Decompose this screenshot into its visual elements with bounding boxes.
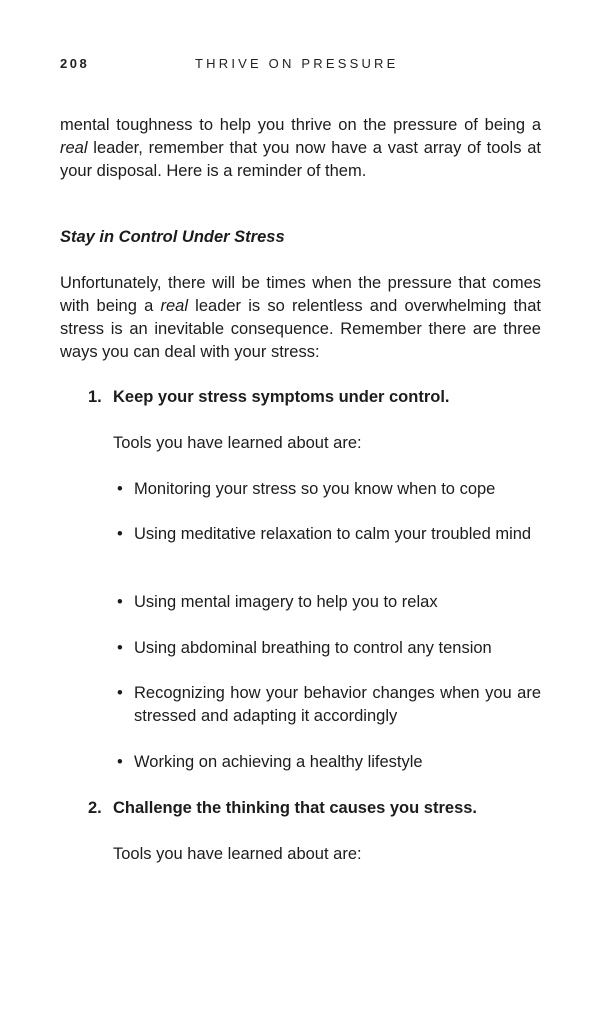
bullet-icon: • bbox=[117, 525, 123, 543]
bullet-icon: • bbox=[117, 684, 123, 702]
page-number: 208 bbox=[60, 56, 90, 71]
item-number: 1. bbox=[88, 388, 102, 406]
section-heading: Stay in Control Under Stress bbox=[60, 228, 285, 246]
running-title: THRIVE ON PRESSURE bbox=[195, 56, 399, 71]
item-title: Keep your stress symptoms under control. bbox=[113, 388, 450, 406]
list-item: • Using mental imagery to help you to relax bbox=[117, 591, 541, 614]
section-paragraph: Unfortunately, there will be times when the pressure that comes with being a real leader is so relentless and overwhelming that stress is an inevitable consequence. Remember there are three ways you can deal with your stress: bbox=[60, 274, 541, 361]
list-item: • Monitoring your stress so you know when to cope bbox=[117, 478, 541, 501]
item-number: 2. bbox=[88, 799, 102, 817]
bullet-icon: • bbox=[117, 593, 123, 611]
tools-label: Tools you have learned about are: bbox=[113, 434, 362, 452]
bullet-icon: • bbox=[117, 639, 123, 657]
tools-label: Tools you have learned about are: bbox=[113, 845, 362, 863]
numbered-item-1 bbox=[88, 386, 541, 409]
running-header bbox=[60, 56, 540, 74]
item-title: Challenge the thinking that causes you stress. bbox=[113, 799, 478, 817]
intro-paragraph: mental toughness to help you thrive on the pressure of being a real leader, remember that you now have a vast array of tools at your disposal. Here is a reminder of them. bbox=[60, 116, 541, 180]
list-item: • Using abdominal breathing to control any tension bbox=[117, 637, 541, 660]
bullet-icon: • bbox=[117, 753, 123, 771]
numbered-item-2 bbox=[88, 797, 541, 820]
emphasis-real: real bbox=[160, 297, 188, 315]
bullet-icon: • bbox=[117, 480, 123, 498]
list-item: • Working on achieving a healthy lifestyle bbox=[117, 751, 541, 774]
list-item: • Recognizing how your behavior changes when you are stressed and adapting it accordingly bbox=[117, 684, 541, 725]
list-item: • Using meditative relaxation to calm your troubled mind bbox=[117, 523, 541, 546]
emphasis-real: real bbox=[60, 139, 88, 157]
